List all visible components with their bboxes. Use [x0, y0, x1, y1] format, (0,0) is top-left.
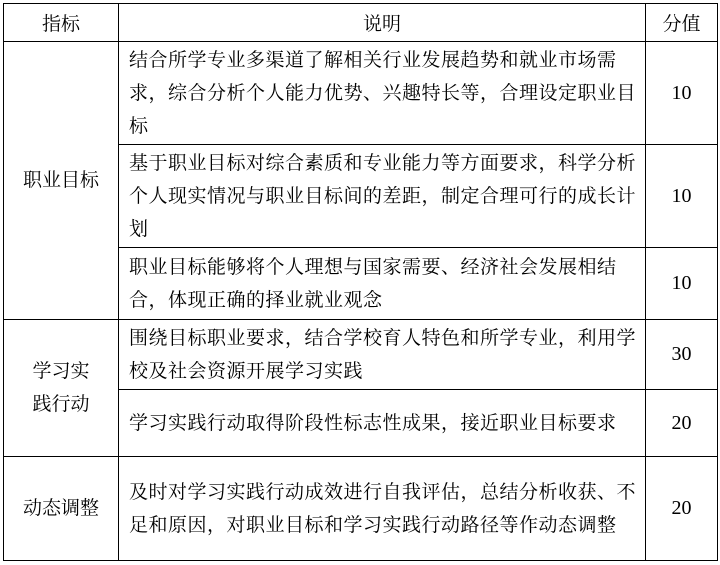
header-score: 分值	[646, 4, 718, 42]
row-description: 职业目标能够将个人理想与国家需要、经济社会发展相结合，体现正确的择业就业观念	[119, 248, 646, 320]
table-header-row	[4, 4, 718, 42]
row-score: 20	[646, 390, 718, 457]
row-description: 学习实践行动取得阶段性标志性成果，接近职业目标要求	[119, 390, 646, 457]
category-learning-practice: 学习实践行动	[4, 320, 119, 457]
table-row	[4, 457, 718, 561]
row-score: 10	[646, 42, 718, 145]
row-score: 10	[646, 248, 718, 320]
row-score: 10	[646, 145, 718, 248]
row-description: 围绕目标职业要求，结合学校育人特色和所学专业，利用学校及社会资源开展学习实践	[119, 320, 646, 390]
header-description: 说明	[119, 4, 646, 42]
scoring-table	[3, 3, 718, 561]
category-dynamic-adjustment: 动态调整	[4, 457, 119, 561]
row-score: 30	[646, 320, 718, 390]
table-row	[4, 42, 718, 145]
row-description: 及时对学习实践行动成效进行自我评估，总结分析收获、不足和原因，对职业目标和学习实践行动路径等作动态调整	[119, 457, 646, 561]
category-career-goal: 职业目标	[4, 42, 119, 320]
row-description: 基于职业目标对综合素质和专业能力等方面要求，科学分析个人现实情况与职业目标间的差距，制定合理可行的成长计划	[119, 145, 646, 248]
row-description: 结合所学专业多渠道了解相关行业发展趋势和就业市场需求，综合分析个人能力优势、兴趣特长等，合理设定职业目标	[119, 42, 646, 145]
header-indicator: 指标	[4, 4, 119, 42]
row-score: 20	[646, 457, 718, 561]
table-row	[4, 320, 718, 390]
